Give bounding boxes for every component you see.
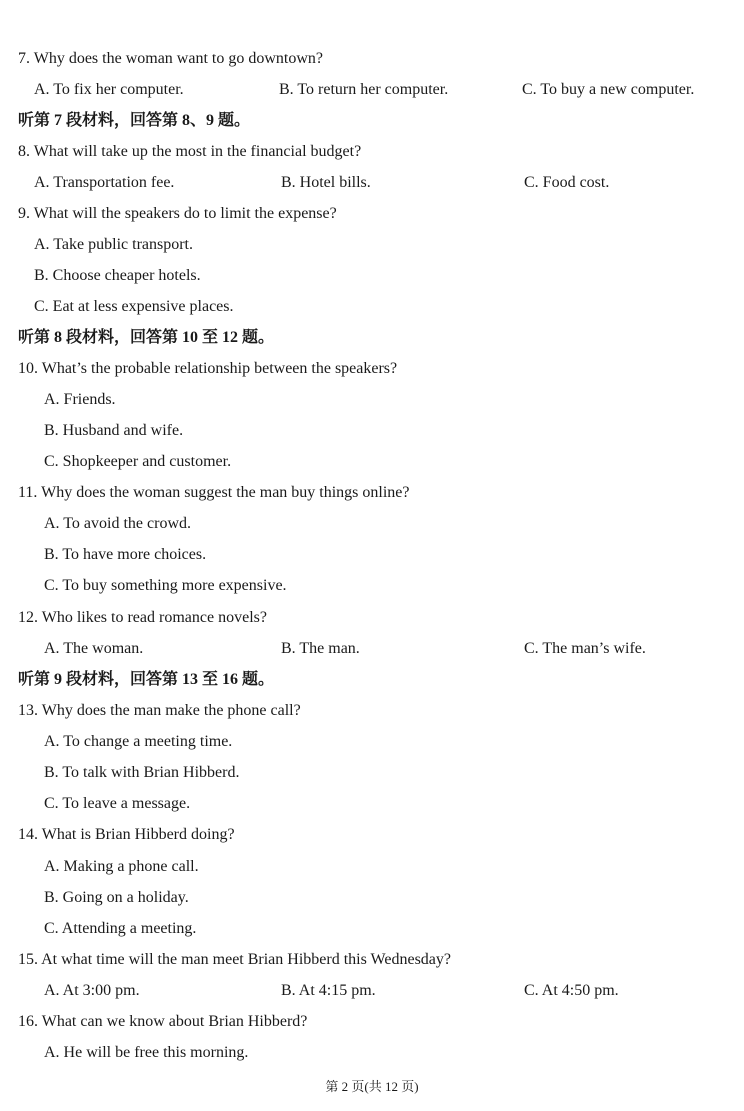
- question-14-option-b: B. Going on a holiday.: [44, 889, 189, 906]
- question-15-option-a: A. At 3:00 pm.: [44, 982, 140, 999]
- question-10-option-c: C. Shopkeeper and customer.: [44, 453, 232, 470]
- question-10-option-a: A. Friends.: [44, 391, 116, 408]
- question-8-option-b: B. Hotel bills.: [281, 174, 371, 191]
- question-7-stem: 7. Why does the woman want to go downtown?: [18, 50, 323, 67]
- question-15-stem: 15. At what time will the man meet Brian Hibberd this Wednesday?: [18, 951, 451, 968]
- question-11-option-c: C. To buy something more expensive.: [44, 577, 287, 594]
- question-9-option-a: A. Take public transport.: [34, 236, 193, 253]
- question-11-stem: 11. Why does the woman suggest the man buy things online?: [18, 484, 410, 501]
- question-7-option-b: B. To return her computer.: [279, 81, 449, 98]
- question-8-option-c: C. Food cost.: [524, 174, 610, 191]
- page-footer: 第 2 页(共 12 页): [325, 1079, 419, 1094]
- question-8-option-a: A. Transportation fee.: [34, 174, 175, 191]
- question-13-option-a: A. To change a meeting time.: [44, 733, 233, 750]
- question-10-option-b: B. Husband and wife.: [44, 422, 184, 439]
- question-9-stem: 9. What will the speakers do to limit the expense?: [18, 205, 337, 222]
- question-13-stem: 13. Why does the man make the phone call?: [18, 702, 301, 719]
- question-15-option-b: B. At 4:15 pm.: [281, 982, 376, 999]
- question-16-option-a: A. He will be free this morning.: [44, 1044, 249, 1061]
- question-12-stem: 12. Who likes to read romance novels?: [18, 609, 267, 626]
- question-13-option-c: C. To leave a message.: [44, 795, 191, 812]
- question-14-option-c: C. Attending a meeting.: [44, 920, 197, 937]
- question-12-option-b: B. The man.: [281, 640, 360, 657]
- question-12-option-a: A. The woman.: [44, 640, 144, 657]
- question-14-stem: 14. What is Brian Hibberd doing?: [18, 826, 235, 843]
- question-12-option-c: C. The man’s wife.: [524, 640, 646, 657]
- question-11-option-a: A. To avoid the crowd.: [44, 515, 191, 532]
- section-9-instruction: 听第 9 段材料，回答第 13 至 16 题。: [18, 671, 275, 688]
- question-10-stem: 10. What’s the probable relationship between the speakers?: [18, 360, 398, 377]
- question-11-option-b: B. To have more choices.: [44, 546, 207, 563]
- question-9-option-c: C. Eat at less expensive places.: [34, 298, 234, 315]
- question-9-option-b: B. Choose cheaper hotels.: [34, 267, 201, 284]
- question-8-stem: 8. What will take up the most in the financial budget?: [18, 143, 362, 160]
- question-14-option-a: A. Making a phone call.: [44, 858, 199, 875]
- section-7-instruction: 听第 7 段材料，回答第 8、9 题。: [18, 112, 251, 129]
- question-7-option-a: A. To fix her computer.: [34, 81, 184, 98]
- question-7-option-c: C. To buy a new computer.: [522, 81, 695, 98]
- question-16-stem: 16. What can we know about Brian Hibberd?: [18, 1013, 308, 1030]
- section-8-instruction: 听第 8 段材料，回答第 10 至 12 题。: [18, 329, 275, 346]
- question-13-option-b: B. To talk with Brian Hibberd.: [44, 764, 240, 781]
- question-15-option-c: C. At 4:50 pm.: [524, 982, 619, 999]
